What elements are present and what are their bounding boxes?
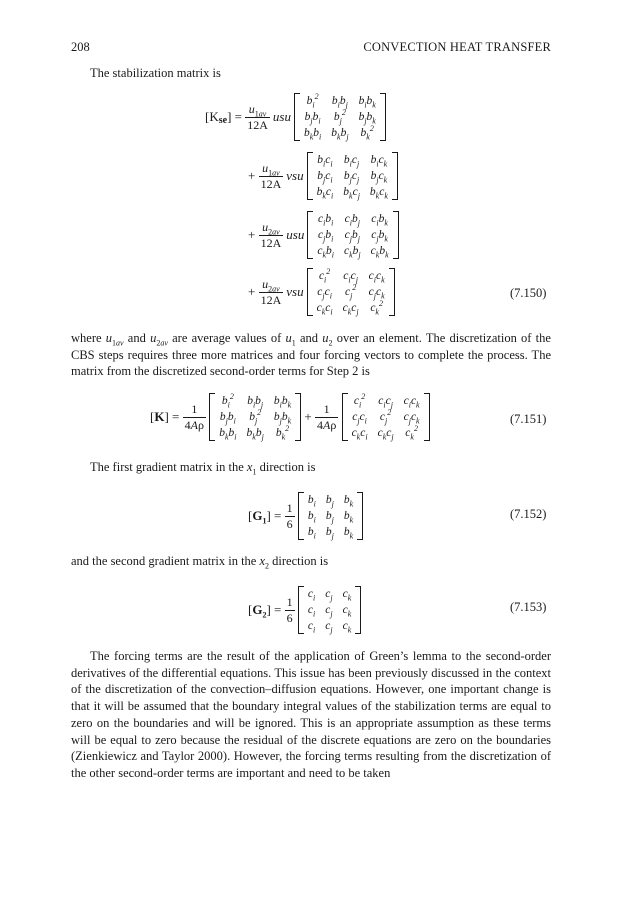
matrix-row xyxy=(312,184,393,200)
matrix-cell: $c_ib_j$ xyxy=(344,213,360,228)
matrix-cell: $c_jc_i$ xyxy=(352,411,367,426)
matrix-cell: $c_j^2$ xyxy=(344,283,357,301)
matrix-cell: $c_ic_j$ xyxy=(378,395,393,410)
matrix-cell: $b_ib_j$ xyxy=(331,95,348,110)
matrix-cell: $b_ib_j$ xyxy=(247,395,264,410)
coefficient: $\frac{u_{2av}}{12A}$ xyxy=(260,276,282,307)
matrix-cell: $c_kc_j$ xyxy=(377,427,394,442)
matrix-cell: $b_ib_k$ xyxy=(273,395,292,410)
plus-sign: + xyxy=(248,168,259,183)
matrix-cell: $c_i$ xyxy=(307,588,316,603)
matrix-row xyxy=(312,211,393,227)
matrix-cell: $b_j^2$ xyxy=(333,108,346,126)
matrix-3 xyxy=(307,211,398,259)
matrix-cell: $b_ic_j$ xyxy=(343,154,360,169)
matrix-cell: $b_kb_i$ xyxy=(219,427,237,442)
matrix-cell: $c_kc_i$ xyxy=(316,302,333,317)
plus-sign: + xyxy=(248,284,259,299)
matrix-cell: $c_k^2$ xyxy=(370,299,383,317)
coefficient: $\frac{u_{1av}}{12A}$ xyxy=(247,101,268,132)
matrix-cell: $c_i^2$ xyxy=(353,392,366,410)
gradient-1-intro: The first gradient matrix in the $x_1$ direction is xyxy=(90,460,316,477)
matrix-cell: $c_kb_i$ xyxy=(317,245,334,260)
matrix-row xyxy=(299,93,381,109)
matrix-cell: $b_j^2$ xyxy=(249,408,262,426)
equation-number-7-151: (7.151) xyxy=(510,412,547,426)
factor: usu xyxy=(272,109,291,124)
matrix-cell: $c_jb_j$ xyxy=(344,229,360,244)
matrix-cell: $b_ic_i$ xyxy=(317,154,333,169)
lhs: [Kse] = xyxy=(205,108,246,126)
gradient-matrix xyxy=(298,492,363,540)
matrix-cell: $c_ib_i$ xyxy=(317,213,334,228)
matrix-cell: $c_ic_k$ xyxy=(403,395,420,410)
matrix-row xyxy=(214,409,296,425)
matrix-cell: $c_jc_k$ xyxy=(403,411,420,426)
matrix-row xyxy=(303,586,356,602)
stabilization-term xyxy=(248,268,395,316)
matrix-cell: $c_k$ xyxy=(342,588,352,603)
matrix-cell: $b_k$ xyxy=(343,526,354,541)
matrix-row xyxy=(312,227,393,243)
matrix-cell: $b_ib_k$ xyxy=(358,95,376,110)
matrix-cell: $b_i$ xyxy=(307,510,316,525)
matrix-cell: $c_ic_j$ xyxy=(343,270,358,285)
matrix-cell: $b_k^2$ xyxy=(360,124,374,142)
equation-number-7-153: (7.153) xyxy=(510,600,547,614)
factor: vsu xyxy=(286,284,304,299)
matrix-cell: $c_kc_j$ xyxy=(342,302,359,317)
matrix-cell: $c_ic_k$ xyxy=(368,270,385,285)
matrix-cell: $b_j$ xyxy=(325,526,334,541)
matrix-row xyxy=(299,109,381,125)
matrix-c xyxy=(342,393,430,441)
equation-row xyxy=(248,492,363,540)
equation-row xyxy=(248,586,361,634)
matrix-cell: $c_i^2$ xyxy=(318,267,331,285)
lhs: $[G_1]$ = xyxy=(248,508,285,526)
matrix-cell: $c_jb_i$ xyxy=(317,229,334,244)
matrix-row xyxy=(347,393,425,409)
plus-sign: + xyxy=(248,227,259,242)
matrix-cell: $b_jc_j$ xyxy=(343,170,360,185)
matrix-cell: $b_kc_i$ xyxy=(316,186,334,201)
lhs: $[G_2]$ = xyxy=(248,602,285,620)
coefficient: $\frac{1}{4A\rho}$ xyxy=(316,401,337,432)
matrix-cell: $b_jb_k$ xyxy=(273,411,292,426)
matrix-row xyxy=(347,409,425,425)
intro-text: The stabilization matrix is xyxy=(90,66,221,80)
matrix-cell: $b_i^2$ xyxy=(221,392,234,410)
paragraph-2: The forcing terms are the result of the application of Green’s lemma to the second-order derivatives of the differential equations. This issue has been previously discussed in the context of the discretization of the convection–diffusion equations. However, one important change is that it will be assumed that the boundary integral values of the stabilization terms are equal to zero on the boundaries and will be ignored. This is an appropriate assumption as these terms will be equal to zero because the residual of the discrete equations are zero on the boundaries (Zienkiewicz and Taylor 2000). However, the forcing terms resulting from the discretization of the other second-order terms are important and need to be taken xyxy=(71,649,551,780)
matrix-cell: $c_jb_k$ xyxy=(371,229,388,244)
coefficient: $\frac{u_{2av}}{12A}$ xyxy=(260,219,282,250)
factor: usu xyxy=(286,227,305,242)
paragraph-1: where $u_{1av}$ and $u_{2av}$ are average values of $u_1$ and $u_2$ over an element. The discretization of the CBS steps requires three more matrices and four forcing vectors to complete the process. The matrix from the discretized second-order terms for Step 2 is xyxy=(71,331,551,379)
matrix-row xyxy=(303,602,356,618)
matrix-row xyxy=(303,492,358,508)
gradient-matrix xyxy=(298,586,361,634)
matrix-cell: $c_kb_j$ xyxy=(343,245,361,260)
matrix-cell: $c_i$ xyxy=(307,620,316,635)
matrix-cell: $c_ib_k$ xyxy=(371,213,388,228)
stabilization-term xyxy=(205,93,386,141)
matrix-cell: $b_jc_i$ xyxy=(317,170,333,185)
matrix-row xyxy=(312,243,393,259)
matrix-row xyxy=(299,125,381,141)
matrix-row xyxy=(303,618,356,634)
matrix-cell: $b_kb_j$ xyxy=(246,427,264,442)
matrix-4 xyxy=(307,268,395,316)
coefficient: $\frac{1}{6}$ xyxy=(286,500,293,531)
matrix-b xyxy=(209,393,301,441)
equation-number-7-152: (7.152) xyxy=(510,507,547,521)
matrix-cell: $c_kc_i$ xyxy=(351,427,368,442)
stabilization-term xyxy=(248,152,398,200)
matrix-cell: $b_jb_i$ xyxy=(219,411,236,426)
matrix-cell: $c_i$ xyxy=(307,604,316,619)
matrix-cell: $c_kb_k$ xyxy=(370,245,389,260)
matrix-cell: $b_ic_k$ xyxy=(370,154,388,169)
matrix-cell: $b_k^2$ xyxy=(275,424,290,442)
page-number: 208 xyxy=(71,40,90,54)
matrix-cell: $b_j$ xyxy=(325,494,334,509)
coefficient: $\frac{1}{6}$ xyxy=(286,594,293,625)
matrix-cell: $c_k$ xyxy=(342,620,352,635)
page-header xyxy=(71,40,551,60)
matrix-cell: $b_k$ xyxy=(343,510,354,525)
matrix-cell: $b_kb_i$ xyxy=(303,127,322,142)
matrix-2 xyxy=(307,152,398,200)
running-title: CONVECTION HEAT TRANSFER xyxy=(363,40,551,54)
coefficient: $\frac{1}{4A\rho}$ xyxy=(184,401,204,432)
matrix-row xyxy=(312,268,390,284)
matrix-cell: $c_jc_k$ xyxy=(368,286,385,301)
matrix-cell: $c_j^2$ xyxy=(379,408,392,426)
matrix-cell: $b_kc_k$ xyxy=(369,186,388,201)
coefficient: $\frac{u_{1av}}{12A}$ xyxy=(260,160,282,191)
matrix-cell: $c_k$ xyxy=(342,604,352,619)
gradient-2-intro: and the second gradient matrix in the $x_2$ direction is xyxy=(71,554,329,571)
matrix-cell: $b_jb_k$ xyxy=(358,111,376,126)
equation-row: [K] = $\frac{1}{4A\rho}$ $b_i^2$ $b_ib_j$ $b_ib_k$ $b_jb_i$ $b_j^2$ $b_jb_k$ $b_kb_i$ $b_kb_j$ $b_k^2$ + $\frac{1}{4A\rho}$ $c_i^2$ $c_ic_j$ $c_ic_k$ $c_jc_i$ $c_j^2$ $c_jc_k$ $c_kc_i$ $c_kc_j$ $c_k^2$ xyxy=(150,393,430,441)
matrix-row xyxy=(312,284,390,300)
matrix-cell: $b_kc_j$ xyxy=(343,186,360,201)
matrix-row xyxy=(303,508,358,524)
matrix-row xyxy=(312,152,393,168)
matrix-row xyxy=(303,524,358,540)
matrix-row xyxy=(214,393,296,409)
matrix-row xyxy=(214,425,296,441)
matrix-1 xyxy=(294,93,386,141)
matrix-cell: $c_jc_i$ xyxy=(317,286,332,301)
factor: vsu xyxy=(286,168,304,183)
matrix-cell: $b_k$ xyxy=(343,494,354,509)
matrix-cell: $c_j$ xyxy=(325,620,333,635)
matrix-cell: $b_i^2$ xyxy=(306,92,319,110)
matrix-row xyxy=(347,425,425,441)
matrix-row xyxy=(312,168,393,184)
matrix-cell: $b_jc_k$ xyxy=(370,170,388,185)
matrix-row xyxy=(312,300,390,316)
matrix-cell: $b_j$ xyxy=(325,510,334,525)
matrix-cell: $b_jb_i$ xyxy=(304,111,321,126)
matrix-cell: $c_j$ xyxy=(325,604,333,619)
equation-number-7-150: (7.150) xyxy=(510,286,547,300)
matrix-cell: $b_kb_j$ xyxy=(331,127,349,142)
matrix-cell: $c_k^2$ xyxy=(405,424,418,442)
stabilization-term xyxy=(248,211,399,259)
matrix-cell: $c_j$ xyxy=(325,588,333,603)
lhs: [K] = xyxy=(150,409,183,424)
matrix-cell: $b_i$ xyxy=(307,494,316,509)
matrix-cell: $b_i$ xyxy=(307,526,316,541)
